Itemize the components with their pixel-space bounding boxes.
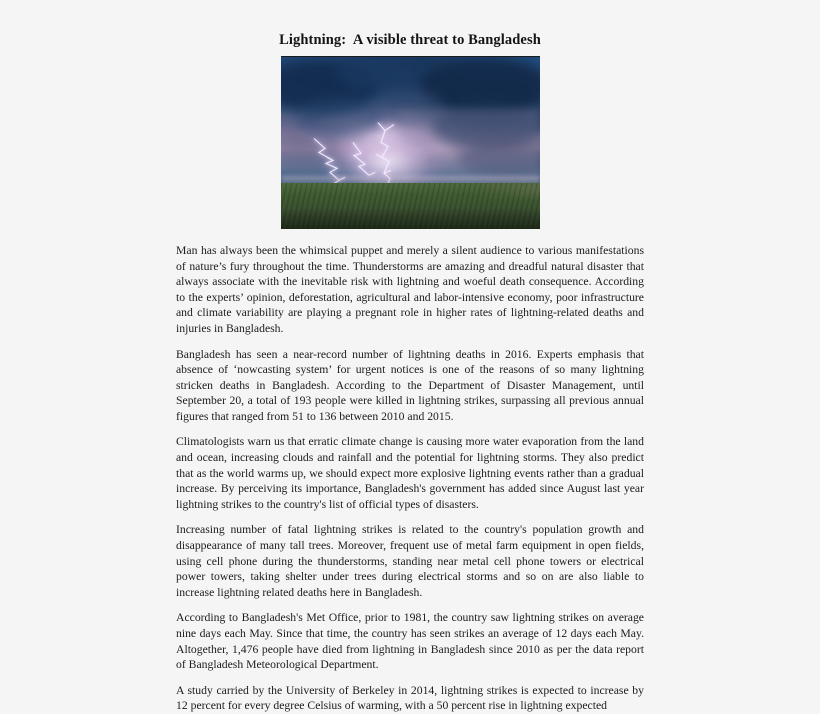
document-content-column	[176, 0, 644, 714]
paragraph: Climatologists warn us that erratic climate change is causing more water evaporation from the land and ocean, increasing clouds and rainfall and the potential for lightning storms. They also predict that as the world warms up, we should expect more explosive lightning events rather than a gradual increase. By perceiving its importance, Bangladesh's government has added since August last year lightning strikes to the country's list of official types of disasters.	[176, 435, 644, 511]
paragraph: Increasing number of fatal lightning strikes is related to the country's population growth and disappearance of many tall trees. Moreover, frequent use of metal farm equipment in open fields, using cell phone during the thunderstorms, standing near metal cell phone towers or electrical power towers, taking shelter under trees during electrical storms and so on are also liable to increase lightning related deaths here in Bangladesh.	[176, 523, 644, 599]
farm-field	[281, 183, 540, 229]
lightning-photo	[281, 57, 540, 229]
page-title: Lightning: A visible threat to Bangladesh	[279, 32, 541, 48]
field-shadow	[281, 208, 540, 229]
paragraph: According to Bangladesh's Met Office, prior to 1981, the country saw lightning strikes on average nine days each May. Since that time, the country has seen strikes an average of 12 days each May. Altogether, 1,476 people have died from lightning in Bangladesh since 2010 as per the data report of Bangladesh Meteorological Department.	[176, 611, 644, 672]
paragraph: Bangladesh has seen a near-record number of lightning deaths in 2016. Experts emphasis that absence of ‘nowcasting system’ for urgent notices is one of the reasons of so many lightning stricken deaths in Bangladesh. According to the Department of Disaster Management, until September 20, a total of 193 people were killed in lightning strikes, surpassing all previous annual figures that ranged from 51 to 136 between 2010 and 2015.	[176, 347, 644, 423]
lightning-photo-figure	[281, 56, 540, 229]
paragraph: A study carried by the University of Berkeley in 2014, lightning strikes is expected to increase by 12 percent for every degree Celsius of warming, with a 50 percent rise in lightning expected	[176, 683, 644, 713]
article-body	[176, 243, 644, 714]
paragraph: Man has always been the whimsical puppet and merely a silent audience to various manifestations of nature’s fury throughout the time. Thunderstorms are amazing and dreadful natural disaster that always associate with the inevitable risk with lightning and woeful death consequence. According to the experts’ opinion, deforestation, agricultural and labor-intensive economy, poor infrastructure and climate variability are playing a pregnant role in higher rates of lightning-related deaths and injuries in Bangladesh.	[176, 243, 644, 335]
